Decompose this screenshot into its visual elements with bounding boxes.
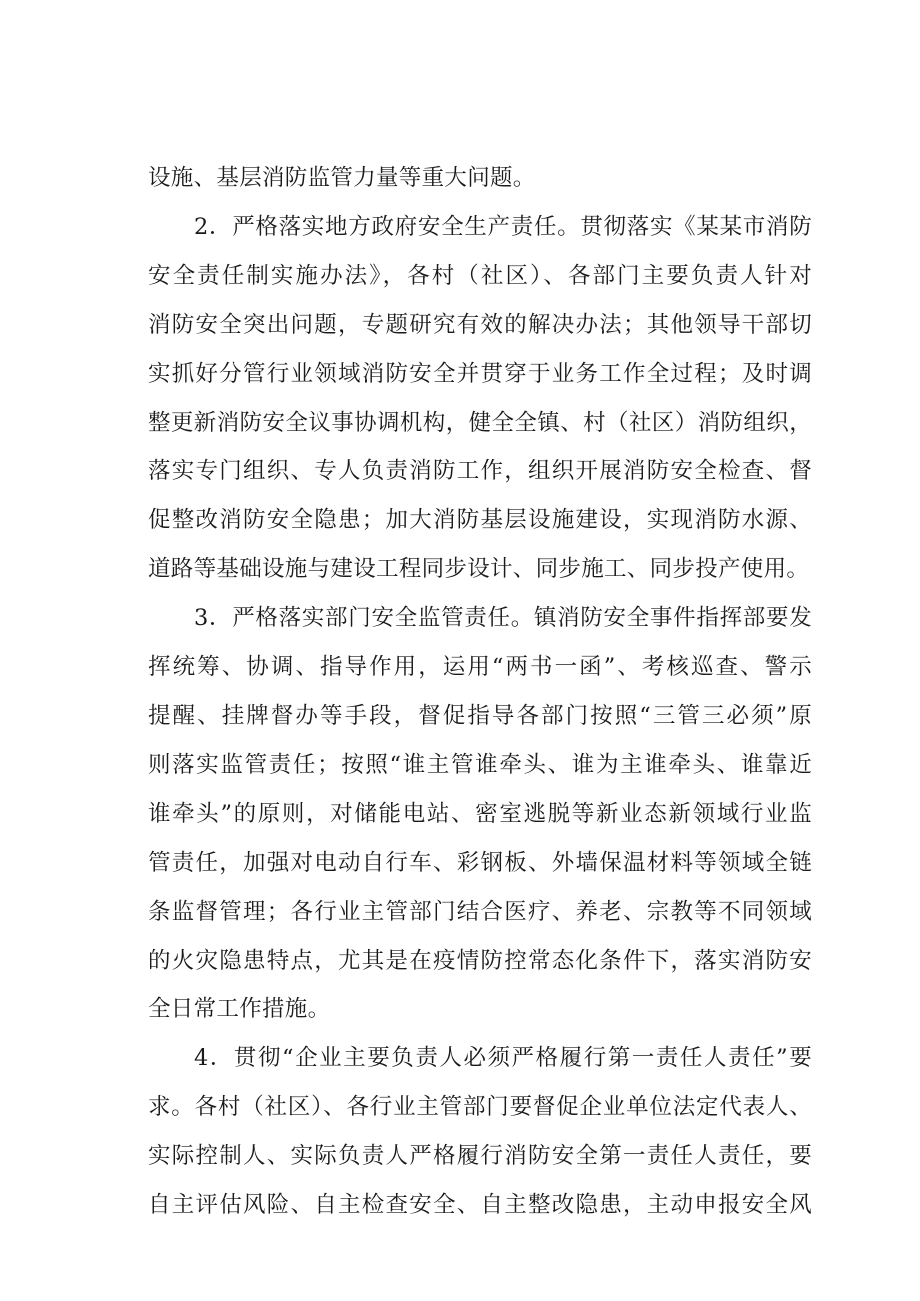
text-line: 3．严格落实部门安全监管责任。镇消防安全事件指挥部要发 [194,605,812,632]
text-line: 2．严格落实地方政府安全生产责任。贯彻落实《某某市消防 [194,213,812,240]
paragraph-item-3 [148,594,812,1034]
text-line: 4．贯彻“企业主要负责人必须严格履行第一责任人责任”要 [194,1045,812,1072]
text-line: 设施、基层消防监管力量等重大问题。 [148,165,536,191]
text-line: 整更新消防安全议事协调机构，健全全镇、村（社区）消防组织， [148,409,812,436]
text-line: 谁牵头”的原则，对储能电站、密室逃脱等新业态新领域行业监 [148,800,812,827]
paragraph-item-4 [148,1034,812,1230]
text-line: 促整改消防安全隐患；加大消防基层设施建设，实现消防水源、 [148,507,812,534]
text-line: 道路等基础设施与建设工程同步设计、同步施工、同步投产使用。 [148,556,810,583]
text-line: 提醒、挂牌督办等手段，督促指导各部门按照“三管三必须”原 [148,702,812,729]
paragraph-item-2 [148,203,812,594]
text-line: 条监督管理；各行业主管部门结合医疗、养老、宗教等不同领域 [148,898,812,925]
text-line: 自主评估风险、自主检查安全、自主整改隐患，主动申报安全风 [148,1192,812,1219]
text-line: 管责任，加强对电动自行车、彩钢板、外墙保温材料等领域全链 [148,849,812,876]
text-line: 安全责任制实施办法》，各村（社区）、各部门主要负责人针对 [148,262,812,289]
text-line: 则落实监管责任；按照“谁主管谁牵头、谁为主谁牵头、谁靠近 [148,751,812,778]
text-line: 的火灾隐患特点，尤其是在疫情防控常态化条件下，落实消防安 [148,947,812,974]
text-line: 实抓好分管行业领域消防安全并贯穿于业务工作全过程；及时调 [148,360,812,387]
text-line: 消防安全突出问题，专题研究有效的解决办法；其他领导干部切 [148,311,812,338]
text-line: 挥统筹、协调、指导作用，运用“两书一函”、考核巡查、警示 [148,654,812,681]
document-body [148,154,812,1230]
text-line: 全日常工作措施。 [148,996,331,1023]
paragraph-continuation [148,154,812,203]
text-line: 求。各村（社区）、各行业主管部门要督促企业单位法定代表人、 [148,1094,812,1121]
text-line: 落实专门组织、专人负责消防工作，组织开展消防安全检查、督 [148,458,812,485]
text-line: 实际控制人、实际负责人严格履行消防安全第一责任人责任，要 [148,1143,812,1170]
